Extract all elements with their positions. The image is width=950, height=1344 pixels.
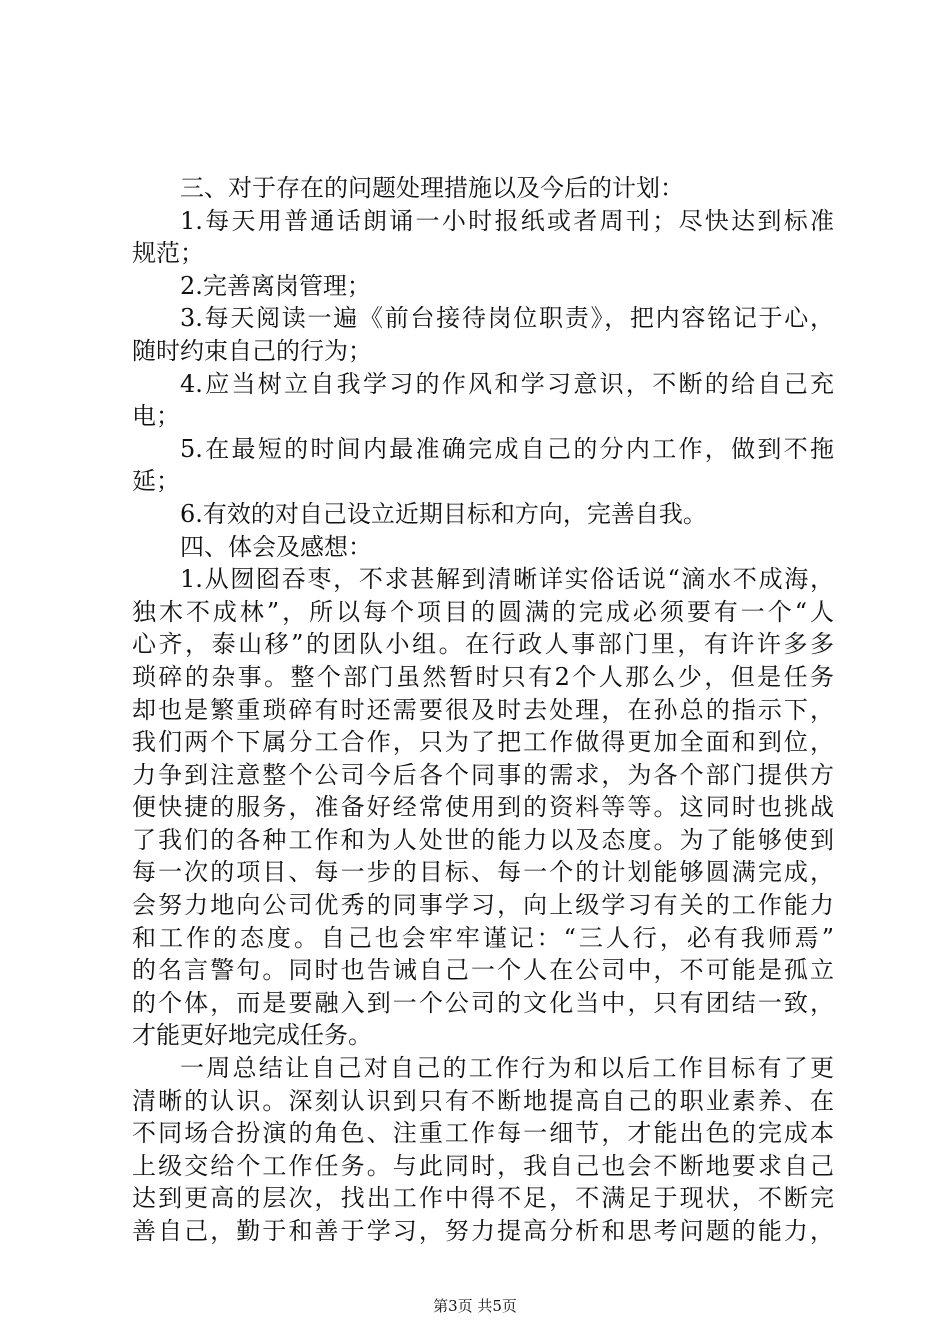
text-line: 规范； — [132, 239, 204, 268]
text-line: 1.从囫囵吞枣，不求甚解到清晰详实俗话说“滴水不成海， — [180, 565, 834, 594]
text-line: 琐碎的杂事。整个部门虽然暂时只有2个人那么少，但是任务 — [132, 662, 834, 691]
text-line: 电； — [132, 402, 180, 431]
text-line: 却也是繁重琐碎有时还需要很及时去处理，在孙总的指示下， — [132, 695, 834, 724]
text-line: 的个体，而是要融入到一个公司的文化当中，只有团结一致， — [132, 988, 834, 1017]
text-line: 一周总结让自己对自己的工作行为和以后工作目标有了更 — [180, 1054, 834, 1083]
text-line: 每一次的项目、每一步的目标、每一个的计划能够圆满完成， — [132, 858, 834, 887]
text-line: 便快捷的服务，准备好经常使用到的资料等等。这同时也挑战 — [132, 793, 834, 822]
text-line: 延； — [132, 467, 180, 496]
text-line: 独木不成林”，所以每个项目的圆满的完成必须要有一个“人 — [132, 597, 834, 626]
text-line: 4.应当树立自我学习的作风和学习意识，不断的给自己充 — [180, 369, 834, 398]
text-line: 了我们的各种工作和为人处世的能力以及态度。为了能够使到 — [132, 825, 834, 854]
text-line: 1.每天用普通话朗诵一小时报纸或者周刊；尽快达到标准 — [180, 206, 834, 235]
text-line: 心齐，泰山移”的团队小组。在行政人事部门里，有许许多多 — [132, 630, 834, 659]
text-line: 和工作的态度。自己也会牢牢谨记：“三人行，必有我师焉” — [132, 923, 834, 952]
text-line: 会努力地向公司优秀的同事学习，向上级学习有关的工作能力 — [132, 891, 834, 920]
text-line: 5.在最短的时间内最准确完成自己的分内工作，做到不拖 — [180, 434, 834, 463]
text-line: 上级交给个工作任务。与此同时，我自己也会不断地要求自己 — [132, 1151, 834, 1180]
text-line: 不同场合扮演的角色、注重工作每一细节，才能出色的完成本 — [132, 1119, 834, 1148]
page-footer: 第3页 共5页 — [433, 1297, 517, 1315]
text-line: 的名言警句。同时也告诫自己一个人在公司中，不可能是孤立 — [132, 956, 834, 985]
text-line: 善自己，勤于和善于学习，努力提高分析和思考问题的能力， — [132, 1217, 834, 1245]
text-line: 三、对于存在的问题处理措施以及今后的计划： — [180, 174, 684, 202]
text-line: 随时约束自己的行为； — [132, 336, 372, 365]
text-line: 达到更高的层次，找出工作中得不足，不满足于现状，不断完 — [132, 1184, 834, 1213]
document-body — [132, 172, 834, 1248]
text-line: 力争到注意整个公司今后各个同事的需求，为各个部门提供方 — [132, 760, 834, 789]
text-line: 3.每天阅读一遍《前台接待岗位职责》，把内容铭记于心， — [180, 304, 834, 333]
text-line: 2.完善离岗管理； — [180, 271, 371, 300]
text-line: 才能更好地完成任务。 — [132, 1021, 372, 1050]
text-line: 清晰的认识。深刻认识到只有不断地提高自己的职业素养、在 — [132, 1086, 834, 1115]
text-line: 四、体会及感想： — [180, 532, 372, 561]
text-line: 我们两个下属分工合作，只为了把工作做得更加全面和到位， — [132, 728, 834, 757]
text-line: 6.有效的对自己设立近期目标和方向，完善自我。 — [180, 499, 707, 528]
